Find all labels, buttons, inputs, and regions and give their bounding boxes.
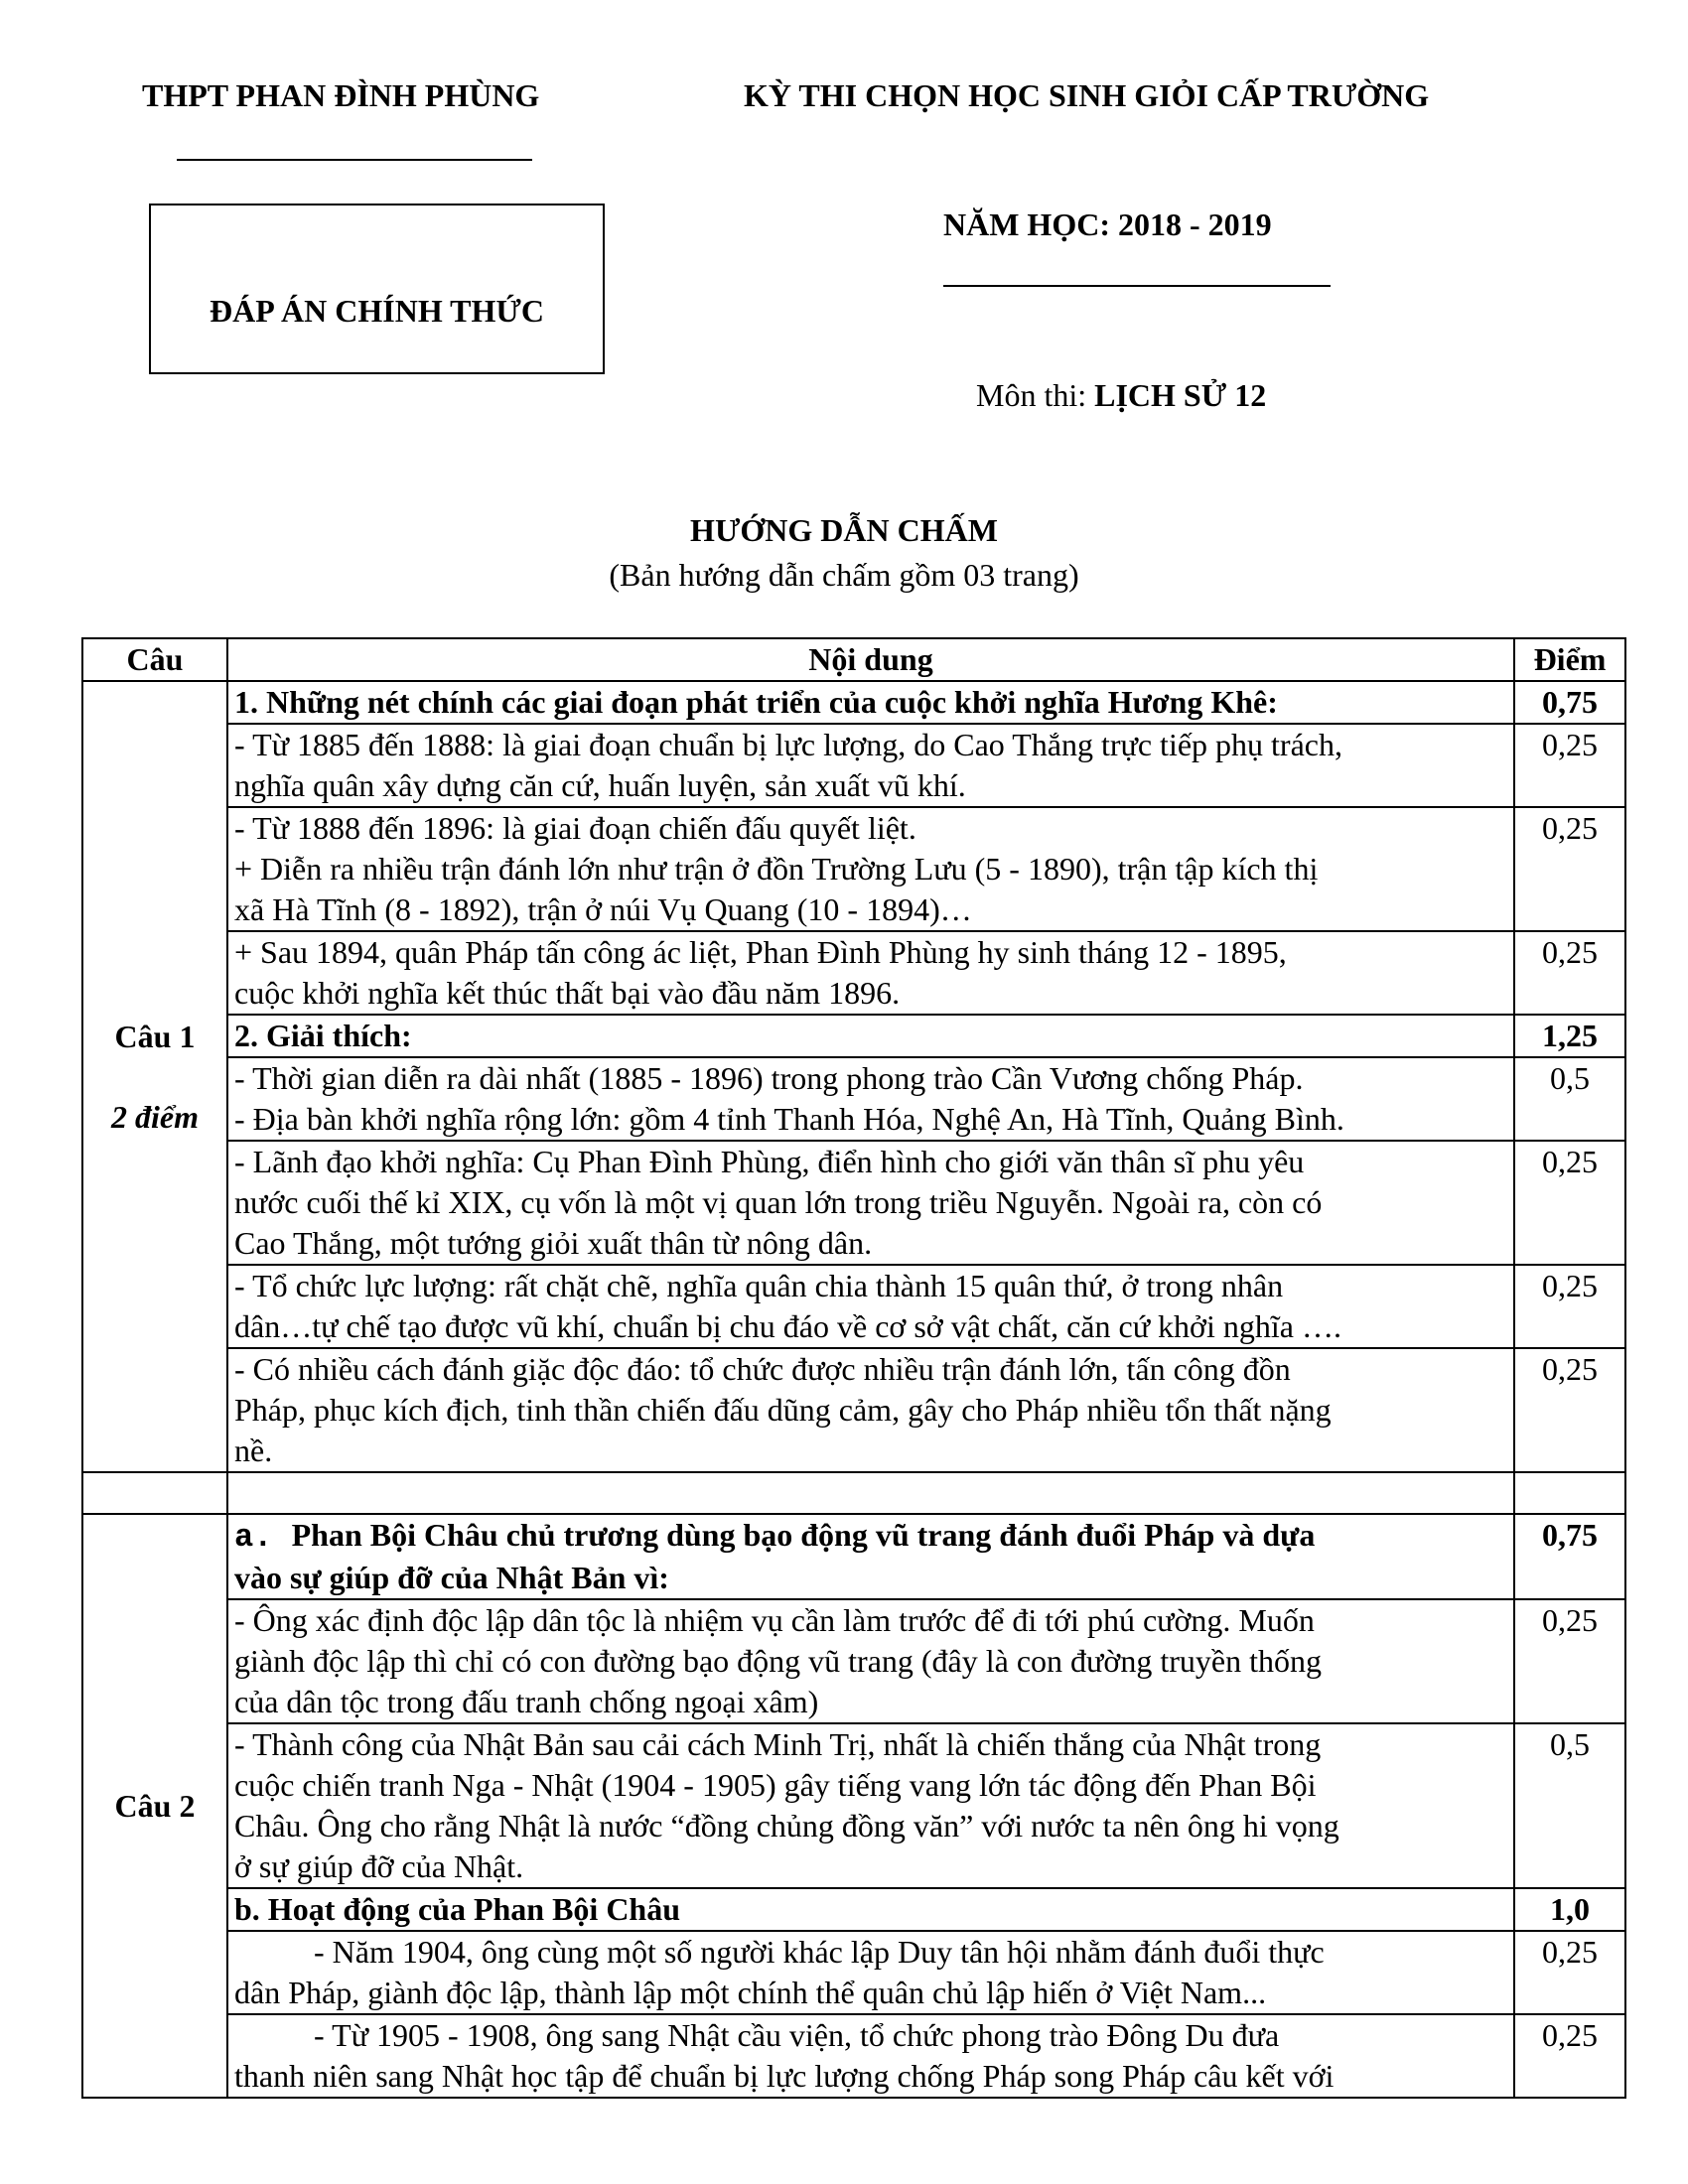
table-row (82, 2014, 1625, 2098)
spacer-cell (82, 1472, 227, 1514)
content-cell (227, 1141, 1514, 1265)
section-row (82, 1015, 1625, 1057)
content-line: - Thời gian diễn ra dài nhất (1885 - 1896) trong phong trào Cần Vương chống Pháp. (234, 1060, 1304, 1096)
score-cell: 0,25 (1514, 931, 1625, 1015)
official-answer-label: ĐÁP ÁN CHÍNH THỨC (210, 293, 544, 329)
guide-subtitle: (Bản hướng dẫn chấm gồm 03 trang) (609, 557, 1079, 593)
school-year: NĂM HỌC: 2018 - 2019 (943, 206, 1272, 242)
content-line: + Sau 1894, quân Pháp tấn công ác liệt, Phan Đình Phùng hy sinh tháng 12 - 1895, (234, 934, 1287, 970)
question-2-body (82, 1514, 1625, 2098)
content-line: - Có nhiều cách đánh giặc độc đáo: tổ chức được nhiều trận đánh lớn, tấn công đồn (234, 1351, 1291, 1387)
spacer-cell (227, 1472, 1514, 1514)
content-cell (227, 1723, 1514, 1888)
section-row (82, 1888, 1625, 1931)
content-line: + Diễn ra nhiều trận đánh lớn như trận ở đồn Trường Lưu (5 - 1890), trận tập kích thị (234, 851, 1319, 887)
content-line: - Lãnh đạo khởi nghĩa: Cụ Phan Đình Phùng, điển hình cho giới văn thân sĩ phu yêu (234, 1144, 1305, 1179)
content-line: b. Hoạt động của Phan Bội Châu (234, 1891, 681, 1927)
content-line (234, 1515, 1507, 1558)
question-cell (82, 1514, 227, 2098)
content-line: - Từ 1888 đến 1896: là giai đoạn chiến đấu quyết liệt. (234, 810, 916, 846)
score-cell: 0,25 (1514, 2014, 1625, 2098)
question-points: 2 điểm (111, 1098, 199, 1135)
content-line: 2. Giải thích: (234, 1018, 412, 1053)
table-row (82, 1723, 1625, 1888)
question-label: Câu 1 (114, 1018, 196, 1054)
score-cell: 0,25 (1514, 1141, 1625, 1265)
content-line: nề. (234, 1433, 273, 1468)
content-line: - Tổ chức lực lượng: rất chặt chẽ, nghĩa quân chia thành 15 quân thứ, ở trong nhân (234, 1268, 1284, 1303)
section-text: Phan Bội Châu chủ trương dùng bạo động vũ trang đánh đuổi Pháp và dựa (291, 1517, 1316, 1553)
content-cell (227, 1514, 1514, 1599)
score-cell: 1,0 (1514, 1888, 1625, 1931)
table-row (82, 1931, 1625, 2014)
school-year-underline (943, 285, 1331, 287)
guide-title: HƯỚNG DẪN CHẤM (690, 512, 998, 548)
score-cell: 0,75 (1514, 1514, 1625, 1599)
grading-table (81, 637, 1626, 2099)
content-line: - Địa bàn khởi nghĩa rộng lớn: gồm 4 tỉnh Thanh Hóa, Nghệ An, Hà Tĩnh, Quảng Bình. (234, 1101, 1344, 1137)
section-marker: a. (234, 1519, 292, 1556)
content-line: xã Hà Tĩnh (8 - 1892), trận ở núi Vụ Quang (10 - 1894)… (234, 891, 972, 927)
header-content: Nội dung (227, 638, 1514, 681)
subject-prefix: Môn thi: (976, 377, 1095, 413)
subject-line (976, 377, 1266, 414)
header-score: Điểm (1514, 638, 1625, 681)
content-cell (227, 1931, 1514, 2014)
content-line: - Ông xác định độc lập dân tộc là nhiệm vụ cần làm trước để đi tới phú cường. Muốn (234, 1602, 1315, 1638)
content-cell (227, 1015, 1514, 1057)
content-line: Pháp, phục kích địch, tinh thần chiến đấu dũng cảm, gây cho Pháp nhiều tổn thất nặng (234, 1392, 1332, 1428)
score-cell: 0,5 (1514, 1723, 1625, 1888)
content-line: giành độc lập thì chỉ có con đường bạo động vũ trang (đây là con đường truyền thống (234, 1643, 1322, 1679)
content-line: Cao Thắng, một tướng giỏi xuất thân từ nông dân. (234, 1225, 873, 1261)
content-line: Châu. Ông cho rằng Nhật là nước “đồng chủng đồng văn” với nước ta nên ông hi vọng (234, 1808, 1339, 1843)
school-underline (177, 159, 532, 161)
content-cell (227, 1348, 1514, 1472)
spacer-body (82, 1472, 1625, 1514)
content-line: - Năm 1904, ông cùng một số người khác lập Duy tân hội nhằm đánh đuổi thực (314, 1934, 1325, 1970)
content-line: dân…tự chế tạo được vũ khí, chuẩn bị chu đáo về cơ sở vật chất, căn cứ khởi nghĩa …. (234, 1308, 1341, 1344)
table-row (82, 1348, 1625, 1472)
content-cell (227, 681, 1514, 724)
school-name: THPT PHAN ĐÌNH PHÙNG (142, 77, 540, 113)
content-line: - Từ 1885 đến 1888: là giai đoạn chuẩn bị lực lượng, do Cao Thắng trực tiếp phụ trách, (234, 727, 1342, 762)
content-cell (227, 1057, 1514, 1141)
section-row (82, 681, 1625, 724)
content-cell (227, 1888, 1514, 1931)
score-cell: 0,5 (1514, 1057, 1625, 1141)
score-cell: 0,25 (1514, 1265, 1625, 1348)
exam-title: KỲ THI CHỌN HỌC SINH GIỎI CẤP TRƯỜNG (744, 77, 1430, 113)
official-answer-box (149, 204, 605, 374)
content-line: thanh niên sang Nhật học tập để chuẩn bị lực lượng chống Pháp song Pháp câu kết với (234, 2058, 1335, 2094)
table-row (82, 1057, 1625, 1141)
content-line: 1. Những nét chính các giai đoạn phát triển của cuộc khởi nghĩa Hương Khê: (234, 684, 1278, 720)
content-line: nước cuối thế kỉ XIX, cụ vốn là một vị quan lớn trong triều Nguyễn. Ngoài ra, còn có (234, 1184, 1323, 1220)
score-cell: 1,25 (1514, 1015, 1625, 1057)
table-row (82, 724, 1625, 807)
content-line: - Thành công của Nhật Bản sau cải cách Minh Trị, nhất là chiến thắng của Nhật trong (234, 1726, 1322, 1762)
content-cell (227, 1265, 1514, 1348)
table-row (82, 1599, 1625, 1723)
table-row (82, 1141, 1625, 1265)
table-row (82, 807, 1625, 931)
score-cell: 0,25 (1514, 724, 1625, 807)
content-line: ở sự giúp đỡ của Nhật. (234, 1848, 524, 1884)
score-cell: 0,25 (1514, 1348, 1625, 1472)
table-row (82, 931, 1625, 1015)
score-cell: 0,25 (1514, 1931, 1625, 2014)
score-cell: 0,75 (1514, 681, 1625, 724)
content-line: của dân tộc trong đấu tranh chống ngoại xâm) (234, 1684, 819, 1719)
content-line: cuộc chiến tranh Nga - Nhật (1904 - 1905) gây tiếng vang lớn tác động đến Phan Bội (234, 1767, 1317, 1803)
section-row (82, 1514, 1625, 1599)
table-header-row (82, 638, 1625, 681)
table-row (82, 1265, 1625, 1348)
content-line: cuộc khởi nghĩa kết thúc thất bại vào đầu năm 1896. (234, 975, 901, 1011)
content-cell (227, 2014, 1514, 2098)
question-label: Câu 2 (114, 1787, 196, 1824)
spacer-row (82, 1472, 1625, 1514)
subject-name: LỊCH SỬ 12 (1094, 377, 1267, 413)
question-1-body (82, 681, 1625, 1472)
content-line: vào sự giúp đỡ của Nhật Bản vì: (234, 1560, 669, 1595)
content-cell (227, 724, 1514, 807)
content-line: dân Pháp, giành độc lập, thành lập một chính thể quân chủ lập hiến ở Việt Nam... (234, 1975, 1267, 2010)
content-line: nghĩa quân xây dựng căn cứ, huấn luyện, sản xuất vũ khí. (234, 767, 966, 803)
header-question: Câu (82, 638, 227, 681)
content-cell (227, 807, 1514, 931)
spacer-cell (1514, 1472, 1625, 1514)
content-cell (227, 1599, 1514, 1723)
content-cell (227, 931, 1514, 1015)
question-cell (82, 681, 227, 1472)
score-cell: 0,25 (1514, 1599, 1625, 1723)
content-line: - Từ 1905 - 1908, ông sang Nhật cầu viện, tổ chức phong trào Đông Du đưa (314, 2017, 1280, 2053)
score-cell: 0,25 (1514, 807, 1625, 931)
